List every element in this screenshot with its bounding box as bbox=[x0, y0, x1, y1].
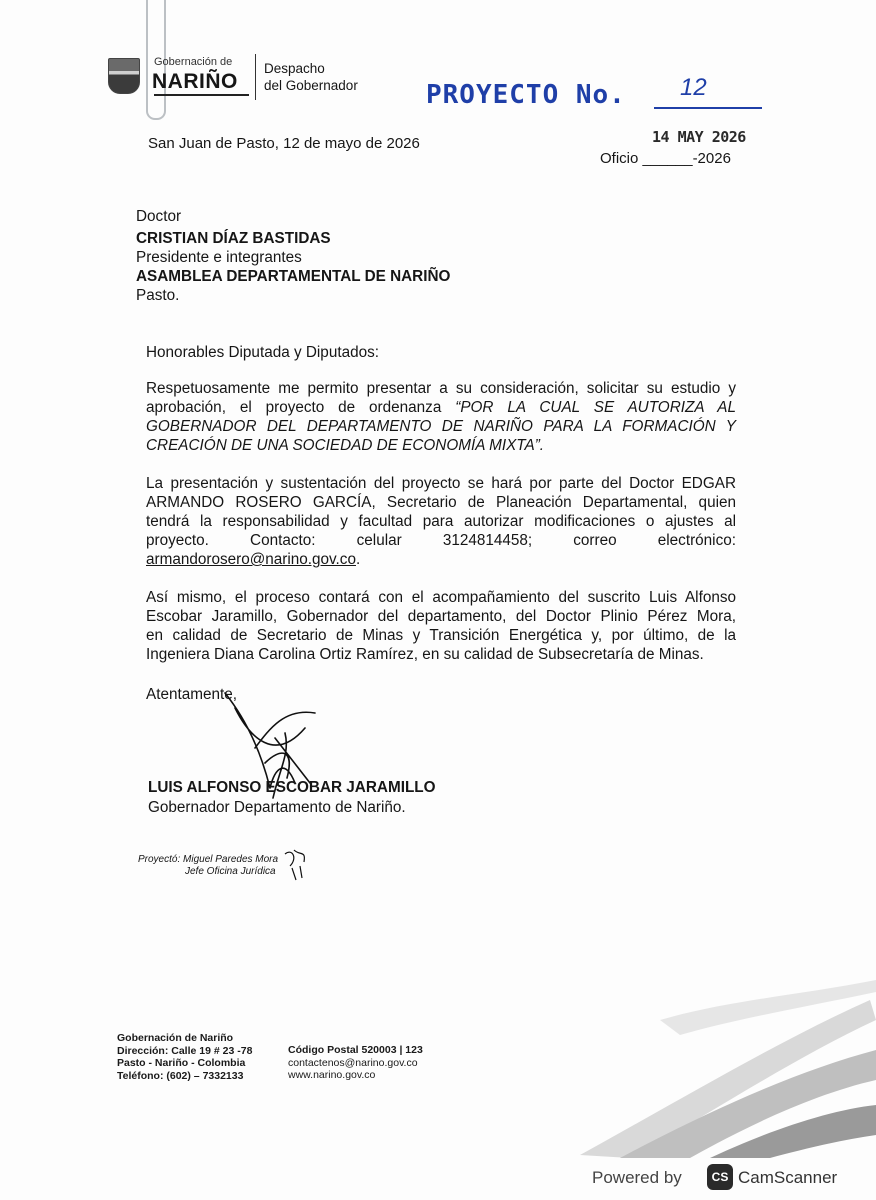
footer-email-link[interactable]: contactenos@narino.gov.co bbox=[288, 1056, 418, 1069]
proyecto-number-line bbox=[654, 107, 762, 109]
camscanner-name: CamScanner bbox=[738, 1168, 838, 1187]
email-tail: . bbox=[355, 551, 361, 568]
brand-top: Gobernación de bbox=[154, 56, 233, 68]
footer-line: Teléfono: (602) – 7332133 bbox=[117, 1069, 244, 1082]
paragraph-3 bbox=[146, 588, 736, 664]
proyecto-number: 12 bbox=[680, 74, 707, 101]
closing: Atentamente, bbox=[146, 686, 237, 703]
camscanner-logo-icon: CS bbox=[707, 1164, 733, 1190]
p2-line: proyecto. Contacto: celular 3124814458; correo electrónico: bbox=[146, 532, 736, 549]
p3-line: en calidad de Secretario de Minas y Transición Energética y, por último, de la bbox=[146, 627, 736, 644]
recipient-name: CRISTIAN DÍAZ BASTIDAS bbox=[136, 230, 331, 247]
signer-name: LUIS ALFONSO ESCOBAR JARAMILLO bbox=[148, 779, 436, 796]
footer-col-2 bbox=[288, 1044, 423, 1082]
footer-website-link[interactable]: www.narino.gov.co bbox=[288, 1069, 376, 1081]
p2-line: La presentación y sustentación del proyecto se hará por parte del Doctor EDGAR bbox=[146, 475, 736, 492]
paragraph-2 bbox=[146, 474, 736, 569]
header-divider bbox=[255, 54, 256, 100]
footer-swoosh-graphic bbox=[560, 960, 876, 1160]
proyecto-stamp: PROYECTO No. bbox=[426, 80, 626, 110]
footer-col-1 bbox=[117, 1032, 252, 1082]
recipient-entity: ASAMBLEA DEPARTAMENTAL DE NARIÑO bbox=[136, 268, 451, 285]
brand-main: NARIÑO bbox=[152, 70, 238, 93]
coat-of-arms-icon bbox=[108, 58, 140, 94]
date-line: San Juan de Pasto, 12 de mayo de 2026 bbox=[148, 135, 420, 152]
despacho-line1: Despacho bbox=[264, 61, 325, 76]
signer-role: Gobernador Departamento de Nariño. bbox=[148, 799, 406, 816]
despacho-line2: del Gobernador bbox=[264, 78, 358, 93]
ordenanza-title: “POR LA CUAL SE AUTORIZA AL bbox=[455, 399, 736, 416]
recipient-city: Pasto. bbox=[136, 287, 180, 304]
footer-line: Pasto - Nariño - Colombia bbox=[117, 1057, 246, 1069]
p1-line: CREACIÓN DE UNA SOCIEDAD DE ECONOMÍA MIXTA”. bbox=[146, 437, 545, 454]
p2-line bbox=[146, 550, 736, 569]
p1-line bbox=[146, 398, 736, 417]
p1-text: aprobación, el proyecto de ordenanza bbox=[146, 399, 456, 416]
projected-by-role: Jefe Oficina Jurídica bbox=[185, 866, 276, 877]
recipient-title: Doctor bbox=[136, 208, 182, 225]
footer-line: Dirección: Calle 19 # 23 -78 bbox=[117, 1044, 253, 1057]
p3-line: Escobar Jaramillo, Gobernador del departamento, del Doctor Plinio Pérez Mora, bbox=[146, 608, 736, 625]
p1-line: Respetuosamente me permito presentar a su consideración, solicitar su estudio y bbox=[146, 380, 736, 397]
p2-line: ARMANDO ROSERO GARCÍA, Secretario de Planeación Departamental, quien bbox=[146, 494, 736, 511]
projected-by: Proyectó: Miguel Paredes Mora bbox=[138, 854, 279, 865]
initials-scribble bbox=[282, 846, 312, 882]
salutation: Honorables Diputada y Diputados: bbox=[146, 344, 379, 361]
footer-line: Código Postal 520003 | 123 bbox=[288, 1044, 423, 1056]
received-date-stamp: 14 MAY 2026 bbox=[652, 128, 746, 146]
footer-line: Gobernación de Nariño bbox=[117, 1032, 234, 1044]
paragraph-1 bbox=[146, 379, 736, 455]
oficio-number: Oficio ______-2026 bbox=[600, 150, 731, 167]
p2-line: tendrá la responsabilidad y facultad para autorizar modificaciones o ajustes al bbox=[146, 513, 736, 530]
contact-email-link[interactable]: armandorosero@narino.gov.co bbox=[146, 551, 356, 568]
brand-underline bbox=[154, 94, 249, 96]
p3-line: Ingeniera Diana Carolina Ortiz Ramírez, en su calidad de Subsecretaría de Minas. bbox=[146, 646, 704, 663]
p1-line: GOBERNADOR DEL DEPARTAMENTO DE NARIÑO PARA LA FORMACIÓN Y bbox=[146, 418, 736, 435]
recipient-role: Presidente e integrantes bbox=[136, 249, 302, 266]
p3-line: Así mismo, el proceso contará con el acompañamiento del suscrito Luis Alfonso bbox=[146, 589, 736, 606]
powered-by-label: Powered by bbox=[592, 1168, 682, 1187]
